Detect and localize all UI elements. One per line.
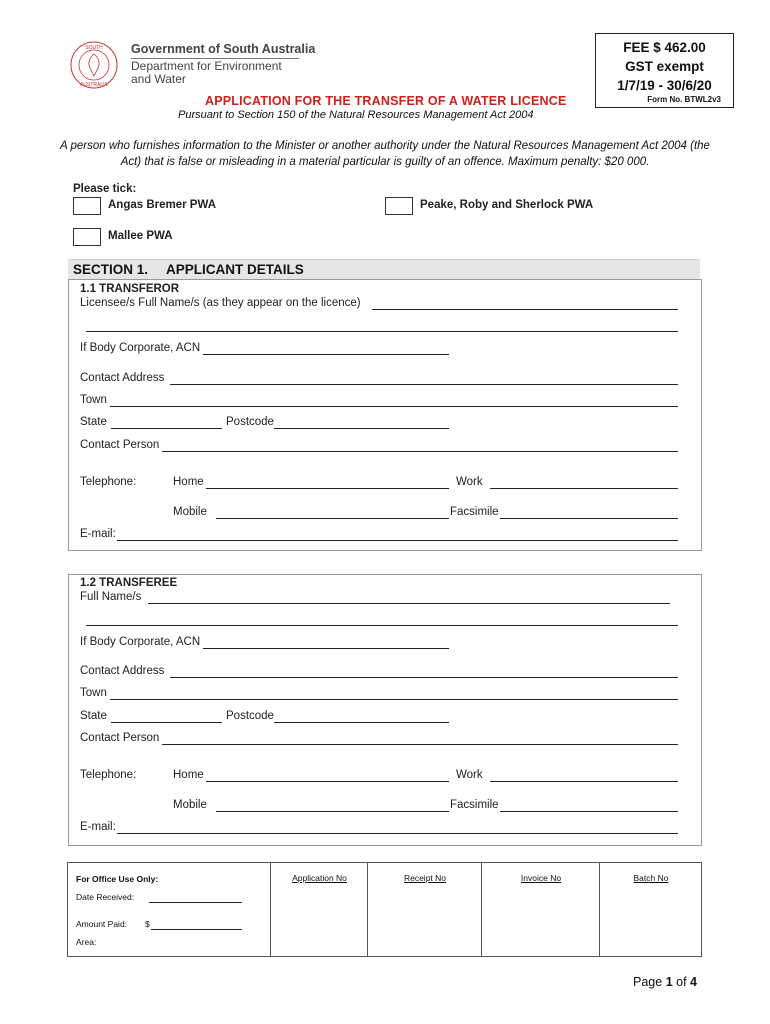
transferor-address-field[interactable] (170, 384, 678, 385)
page-number (633, 975, 697, 989)
transferor-contact-label: Contact Person (80, 439, 160, 451)
gst-status: GST exempt (625, 59, 704, 74)
transferee-acn-label: If Body Corporate, ACN (80, 636, 201, 648)
transferor-fax-field[interactable] (500, 518, 678, 519)
checkbox-peake-roby-sherlock[interactable] (385, 197, 413, 215)
transferee-name-field-2[interactable] (86, 625, 678, 626)
option-angas-bremer: Angas Bremer PWA (108, 199, 217, 211)
transferee-panel (68, 574, 702, 846)
transferee-name-label: Full Name/s (80, 591, 142, 603)
amount-paid-label: Amount Paid: (76, 919, 128, 929)
receipt-no-header: Receipt No (403, 873, 447, 883)
section-1-header (68, 259, 700, 280)
option-peake-roby-sherlock: Peake, Roby and Sherlock PWA (420, 199, 594, 211)
transferor-town-label: Town (80, 394, 107, 406)
page-title: APPLICATION FOR THE TRANSFER OF A WATER LICENCE (205, 94, 567, 108)
transferee-home-phone-field[interactable] (206, 781, 449, 782)
date-received-label: Date Received: (76, 892, 135, 902)
application-no-cell (270, 863, 368, 956)
transferee-mobile-field[interactable] (216, 811, 449, 812)
transferee-town-label: Town (80, 687, 107, 699)
transferee-state-field[interactable] (111, 722, 222, 723)
transferor-panel (68, 279, 702, 551)
transferee-email-field[interactable] (117, 833, 678, 834)
of-word: of (676, 975, 687, 989)
transferor-work-label: Work (456, 476, 483, 488)
area-label: Area: (76, 937, 97, 947)
transferee-address-field[interactable] (170, 677, 678, 678)
transferor-state-field[interactable] (111, 428, 222, 429)
transferor-contact-field[interactable] (162, 451, 678, 452)
office-use-box (67, 862, 702, 957)
invoice-no-cell (481, 863, 600, 956)
fee-box (595, 33, 734, 108)
transferee-mobile-label: Mobile (173, 799, 207, 811)
department-line-1: Department for Environment (131, 59, 282, 73)
option-mallee: Mallee PWA (108, 230, 173, 242)
form-number: Form No. BTWL2v3 (647, 95, 721, 104)
svg-text:SOUTH: SOUTH (85, 45, 103, 51)
transferor-state-label: State (80, 416, 107, 428)
section-title: APPLICANT DETAILS (166, 262, 304, 277)
south-australia-seal-logo (69, 40, 119, 90)
dollar-sign: $ (145, 919, 150, 929)
receipt-no-cell (367, 863, 482, 956)
legal-warning: A person who furnishes information to the Minister or another authority under the Natural Resources Management Act 2004 (the Act) that is false or misleading in a material particular is guilty of an offence. Maximum penalty: $20 000. (60, 140, 710, 168)
transferee-work-label: Work (456, 769, 483, 781)
government-name: Government of South Australia (131, 42, 316, 56)
transferor-acn-label: If Body Corporate, ACN (80, 342, 201, 354)
batch-no-header: Batch No (633, 873, 669, 883)
transferor-mobile-label: Mobile (173, 506, 207, 518)
transferee-state-label: State (80, 710, 107, 722)
checkbox-mallee[interactable] (73, 228, 101, 246)
transferee-contact-field[interactable] (162, 744, 678, 745)
department-name (131, 60, 282, 86)
transferor-heading: 1.1 TRANSFEROR (80, 283, 180, 295)
transferee-fax-field[interactable] (500, 811, 678, 812)
transferee-contact-label: Contact Person (80, 732, 160, 744)
invoice-no-header: Invoice No (520, 873, 562, 883)
transferor-name-field-2[interactable] (86, 331, 678, 332)
transferor-email-field[interactable] (117, 540, 678, 541)
transferor-email-label: E-mail: (80, 528, 116, 540)
transferor-acn-field[interactable] (203, 354, 449, 355)
transferor-mobile-field[interactable] (216, 518, 449, 519)
please-tick-label: Please tick: (73, 183, 137, 195)
department-line-2: and Water (131, 72, 186, 86)
amount-paid-field[interactable] (151, 929, 242, 930)
transferor-name-label: Licensee/s Full Name/s (as they appear on the licence) (80, 297, 361, 309)
transferor-postcode-label: Postcode (226, 416, 274, 428)
transferee-fax-label: Facsimile (450, 799, 499, 811)
transferee-telephone-label: Telephone: (80, 769, 137, 781)
transferee-acn-field[interactable] (203, 648, 449, 649)
transferor-town-field[interactable] (110, 406, 678, 407)
transferor-postcode-field[interactable] (274, 428, 449, 429)
transferor-home-phone-field[interactable] (206, 488, 449, 489)
transferor-home-label: Home (173, 476, 204, 488)
transferor-telephone-label: Telephone: (80, 476, 137, 488)
transferor-address-label: Contact Address (80, 372, 165, 384)
transferee-postcode-label: Postcode (226, 710, 274, 722)
batch-no-cell (599, 863, 702, 956)
section-number: SECTION 1. (73, 262, 149, 277)
transferee-town-field[interactable] (110, 699, 678, 700)
transferee-heading: 1.2 TRANSFEREE (80, 577, 178, 589)
page-word: Page (633, 975, 663, 989)
transferor-fax-label: Facsimile (450, 506, 499, 518)
fee-amount: FEE $ 462.00 (623, 40, 706, 55)
page-current: 1 (665, 975, 673, 989)
transferee-postcode-field[interactable] (274, 722, 449, 723)
transferee-address-label: Contact Address (80, 665, 165, 677)
page-total: 4 (690, 975, 697, 989)
application-no-header: Application No (292, 873, 347, 883)
fee-period: 1/7/19 - 30/6/20 (617, 78, 712, 93)
checkbox-angas-bremer[interactable] (73, 197, 101, 215)
transferee-home-label: Home (173, 769, 204, 781)
transferee-work-phone-field[interactable] (490, 781, 678, 782)
page-subtitle: Pursuant to Section 150 of the Natural Resources Management Act 2004 (178, 109, 534, 121)
svg-text:AUSTRALIA: AUSTRALIA (80, 82, 108, 88)
transferor-name-field[interactable] (372, 309, 678, 310)
office-use-title: For Office Use Only: (76, 874, 159, 884)
transferor-work-phone-field[interactable] (490, 488, 678, 489)
date-received-field[interactable] (149, 902, 242, 903)
transferee-email-label: E-mail: (80, 821, 116, 833)
transferee-name-field[interactable] (148, 603, 670, 604)
